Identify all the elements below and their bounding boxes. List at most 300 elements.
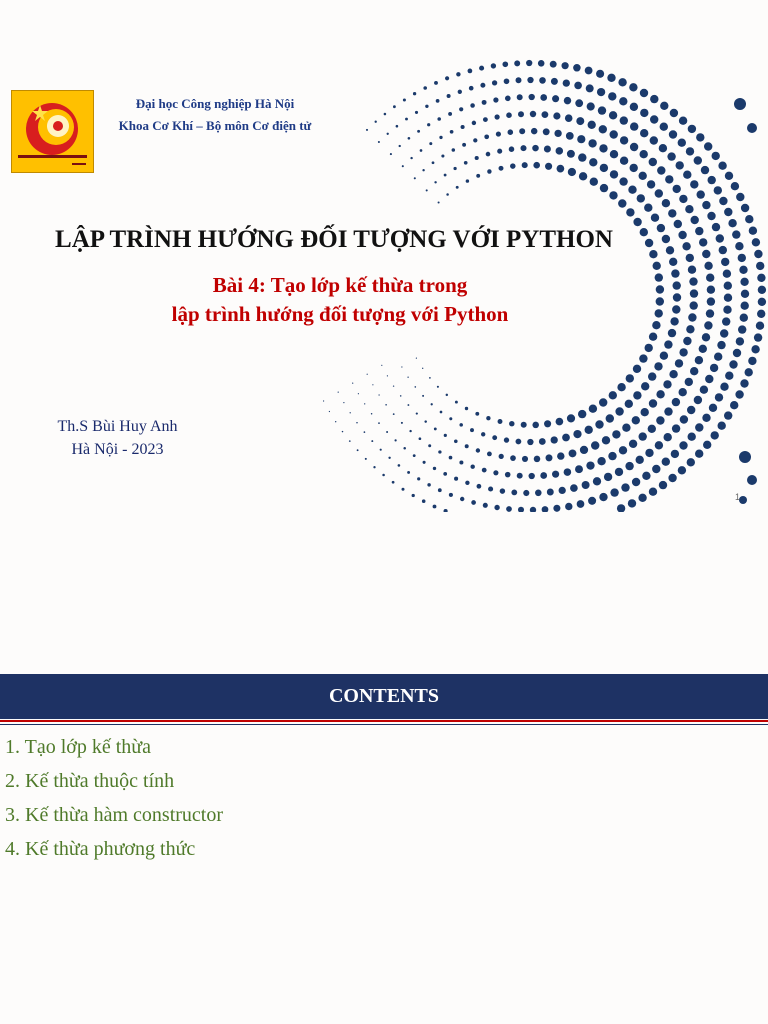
decor-dot <box>628 186 636 194</box>
divider-navy <box>0 724 768 725</box>
decor-dot <box>420 149 423 152</box>
decor-dot <box>529 94 535 100</box>
decor-dot <box>699 345 707 353</box>
decor-dot <box>491 63 496 68</box>
department-name: Khoa Cơ Khí – Bộ môn Cơ điện tử <box>118 118 312 133</box>
decor-dot <box>653 262 661 270</box>
decor-dot <box>662 458 670 466</box>
decor-dot <box>393 105 396 108</box>
decor-dot <box>758 286 766 294</box>
decor-dot <box>625 400 633 408</box>
decor-dot <box>629 83 637 91</box>
decor-dot <box>378 394 379 395</box>
decor-dot <box>493 97 498 102</box>
decor-dot <box>529 473 535 479</box>
decor-dot <box>335 421 336 422</box>
decor-dot <box>380 449 382 451</box>
decor-dot <box>557 452 564 459</box>
decor-dot <box>695 423 703 431</box>
decor-dot <box>670 109 678 117</box>
decor-dot <box>562 62 569 69</box>
decor-dot <box>401 422 403 424</box>
decor-dot <box>456 72 460 76</box>
decor-dot <box>365 458 367 460</box>
decor-dot <box>567 414 575 422</box>
decor-dot <box>465 481 469 485</box>
decor-dot <box>429 377 431 379</box>
decor-dot <box>450 130 454 134</box>
decor-dot <box>621 483 629 491</box>
decor-dot <box>739 451 751 463</box>
decor-dot <box>530 111 536 117</box>
decor-dot <box>551 78 558 85</box>
decor-dot <box>387 133 389 135</box>
decor-dot <box>633 391 641 399</box>
decor-dot <box>626 208 634 216</box>
decor-dot <box>690 301 698 309</box>
decor-dot <box>678 466 686 474</box>
decor-dot <box>683 171 691 179</box>
decor-dot <box>546 454 553 461</box>
decor-dot <box>660 102 668 110</box>
decor-dot <box>563 79 570 86</box>
decor-dot <box>427 123 430 126</box>
decor-dot <box>403 98 406 101</box>
decor-dot <box>408 137 411 140</box>
decor-dot <box>459 423 463 427</box>
decor-dot <box>448 112 452 116</box>
decor-dot <box>754 333 762 341</box>
decor-dot <box>600 164 608 172</box>
decor-dot <box>709 404 717 412</box>
decor-dot <box>531 128 537 134</box>
decor-dot <box>405 118 408 121</box>
decor-dot <box>433 467 436 470</box>
decor-dot <box>650 136 658 144</box>
decor-dot <box>350 412 351 413</box>
decor-dot <box>402 165 404 167</box>
decor-dot <box>702 201 710 209</box>
decor-dot <box>466 179 469 182</box>
decor-dot <box>436 99 440 103</box>
decor-dot <box>588 121 596 129</box>
decor-dot <box>479 66 484 71</box>
decor-dot <box>410 157 412 159</box>
decor-dot <box>494 114 499 119</box>
course-title: LẬP TRÌNH HƯỚNG ĐỐI TƯỢNG VỚI PYTHON <box>55 226 613 253</box>
decor-dot <box>747 123 757 133</box>
decor-dot <box>708 176 716 184</box>
decor-dot <box>649 399 657 407</box>
decor-dot <box>589 158 597 166</box>
decor-dot <box>714 353 722 361</box>
decor-dot <box>372 384 373 385</box>
decor-dot <box>751 345 759 353</box>
decor-dot <box>416 358 417 359</box>
decor-dot <box>663 380 671 388</box>
decor-dot <box>476 174 480 178</box>
decor-dot <box>516 77 522 83</box>
decor-dot <box>741 302 749 310</box>
decor-dot <box>559 487 566 494</box>
decor-dot <box>731 182 739 190</box>
decor-dot <box>508 129 514 135</box>
decor-dot <box>413 454 416 457</box>
decor-dot <box>582 481 590 489</box>
decor-dot <box>459 460 463 464</box>
decor-dot <box>736 337 744 345</box>
decor-dot <box>444 434 447 437</box>
decor-dot <box>719 246 727 254</box>
decor-dot <box>461 125 465 129</box>
decor-dot <box>465 444 469 448</box>
decor-dot <box>367 374 368 375</box>
decor-dot <box>649 158 657 166</box>
decor-dot <box>477 484 482 489</box>
decor-dot <box>735 242 743 250</box>
decor-dot <box>695 450 703 458</box>
decor-dot <box>416 413 418 415</box>
decor-dot <box>481 432 485 436</box>
decor-dot <box>602 436 610 444</box>
decor-dot <box>452 148 456 152</box>
decor-dot <box>678 139 686 147</box>
decor-dot <box>575 99 583 107</box>
decor-dot <box>496 132 501 137</box>
decor-dot <box>494 505 499 510</box>
decor-dot <box>679 195 687 203</box>
decor-dot <box>720 329 728 337</box>
decor-dot <box>510 163 516 169</box>
decor-dot <box>695 227 703 235</box>
decor-dot <box>686 325 694 333</box>
decor-dot <box>382 474 385 477</box>
decor-dot <box>497 149 502 154</box>
decor-dot <box>447 94 451 98</box>
decor-dot <box>690 367 698 375</box>
decor-dot <box>518 111 524 117</box>
decor-dot <box>506 506 512 512</box>
decor-dot <box>757 310 765 318</box>
decor-dot <box>500 488 505 493</box>
decor-dot <box>504 437 509 442</box>
decor-dot <box>552 471 559 478</box>
decor-dot <box>440 411 443 414</box>
decor-dot <box>645 344 653 352</box>
decor-dot <box>521 422 527 428</box>
decor-dot <box>688 313 696 321</box>
decor-dot <box>688 266 696 274</box>
decor-dot <box>575 465 583 473</box>
decor-dot <box>682 242 690 250</box>
decor-dot <box>628 499 636 507</box>
decor-dot <box>608 452 616 460</box>
decor-dot <box>393 413 395 415</box>
decor-dot <box>669 258 677 266</box>
decor-dot <box>640 150 648 158</box>
decor-dot <box>718 162 726 170</box>
decor-dot <box>717 341 725 349</box>
decor-dot <box>565 503 572 510</box>
decor-dot <box>707 286 715 294</box>
contents-item: 3. Kế thừa hàm constructor <box>5 804 223 826</box>
decor-dot <box>701 166 709 174</box>
decor-dot <box>458 90 462 94</box>
decor-dot <box>612 430 620 438</box>
decor-dot <box>632 416 640 424</box>
decor-dot <box>702 250 710 258</box>
decor-dot <box>686 254 694 262</box>
decor-dot <box>599 398 607 406</box>
decor-dot <box>509 421 514 426</box>
decor-dot <box>629 440 637 448</box>
decor-dot <box>685 378 693 386</box>
decor-dot <box>589 405 597 413</box>
decor-dot <box>599 125 607 133</box>
decor-dot <box>673 185 681 193</box>
decor-dot <box>553 112 560 119</box>
decor-dot <box>449 493 453 497</box>
decor-dot <box>691 216 699 224</box>
decor-dot <box>446 193 449 196</box>
decor-dot <box>486 416 490 420</box>
decor-dot <box>679 348 687 356</box>
decor-dot <box>678 231 686 239</box>
decor-dot <box>659 144 667 152</box>
decor-dot <box>730 401 738 409</box>
decor-dot <box>745 215 753 223</box>
decor-dot <box>428 444 431 447</box>
decor-dot <box>740 379 748 387</box>
decor-dot <box>659 481 667 489</box>
university-logo <box>11 90 94 173</box>
decor-dot <box>645 449 653 457</box>
decor-dot <box>523 490 529 496</box>
decor-dot <box>532 145 539 152</box>
decor-dot <box>427 483 430 486</box>
decor-dot <box>734 98 746 110</box>
decor-dot <box>554 130 561 137</box>
decor-dot <box>754 250 762 258</box>
decor-dot <box>414 386 416 388</box>
decor-dot <box>556 147 564 155</box>
decor-dot <box>639 432 647 440</box>
decor-dot <box>544 420 551 427</box>
decor-dot <box>493 470 498 475</box>
decor-dot <box>401 488 404 491</box>
decor-dot <box>459 107 463 111</box>
decor-dot <box>640 109 648 117</box>
decor-dot <box>648 425 656 433</box>
decor-dot <box>636 456 644 464</box>
decor-dot <box>455 401 458 404</box>
decor-dot <box>527 439 533 445</box>
decor-dot <box>482 100 487 105</box>
decor-dot <box>660 352 668 360</box>
decor-dot <box>687 406 695 414</box>
decor-dot <box>471 500 476 505</box>
decor-dot <box>412 494 415 497</box>
decor-dot <box>506 112 512 118</box>
decor-dot <box>715 393 723 401</box>
decor-dot <box>356 422 357 423</box>
decor-dot <box>664 433 672 441</box>
decor-dot <box>735 390 743 398</box>
decor-dot <box>392 481 395 484</box>
decor-dot <box>578 410 586 418</box>
place-year: Hà Nội - 2023 <box>71 441 164 458</box>
decor-dot <box>586 461 594 469</box>
decor-dot <box>674 220 682 228</box>
decor-dot <box>620 136 628 144</box>
decor-dot <box>639 354 647 362</box>
decor-dot <box>665 175 673 183</box>
decor-dot <box>707 212 715 220</box>
decor-dot <box>609 191 617 199</box>
decor-dot <box>562 434 570 442</box>
decor-dot <box>609 391 617 399</box>
contents-item: 2. Kế thừa thuộc tính <box>5 770 175 792</box>
decor-dot <box>724 282 732 290</box>
decor-dot <box>578 153 586 161</box>
decor-dot <box>704 321 712 329</box>
decor-dot <box>429 142 432 145</box>
decor-dot <box>619 97 627 105</box>
decor-dot <box>729 360 737 368</box>
decor-dot <box>358 393 359 394</box>
decor-dot <box>622 424 630 432</box>
decor-dot <box>417 477 420 480</box>
decor-dot <box>664 340 672 348</box>
decor-dot <box>515 439 521 445</box>
decor-dot <box>545 163 552 170</box>
decor-dot <box>725 172 733 180</box>
decor-dot <box>721 258 729 266</box>
decor-dot <box>683 337 691 345</box>
decor-dot <box>756 322 764 330</box>
decor-dot <box>409 430 411 432</box>
decor-dot <box>438 450 441 453</box>
decor-dot <box>609 111 617 119</box>
decor-dot <box>441 154 444 157</box>
decor-dot <box>632 478 640 486</box>
decor-dot <box>444 174 447 177</box>
decor-dot <box>514 60 520 66</box>
decor-dot <box>499 166 504 171</box>
decor-dot <box>544 145 551 152</box>
decor-dot <box>756 262 764 270</box>
decor-dot <box>644 204 652 212</box>
decor-dot <box>660 123 668 131</box>
decor-dot <box>650 115 658 123</box>
decor-dot <box>630 143 638 151</box>
decor-dot <box>532 422 539 429</box>
decor-dot <box>599 144 607 152</box>
decor-dot <box>689 277 697 285</box>
contents-header-bar <box>0 674 768 719</box>
decor-dot <box>540 94 547 101</box>
contents-item: 1. Tạo lớp kế thừa <box>5 736 152 758</box>
decor-dot <box>630 164 638 172</box>
decor-dot <box>641 382 649 390</box>
decor-dot <box>522 162 528 168</box>
decor-dot <box>454 440 458 444</box>
decor-dot <box>454 477 458 481</box>
decor-dot <box>375 121 377 123</box>
decor-dot <box>488 486 493 491</box>
decor-dot <box>676 161 684 169</box>
decor-dot <box>747 475 757 485</box>
decor-dot <box>475 156 479 160</box>
decor-dot <box>509 146 515 152</box>
decor-dot <box>487 169 491 173</box>
decor-dot <box>510 455 516 461</box>
decor-dot <box>694 156 702 164</box>
decor-dot <box>706 274 714 282</box>
decor-dot <box>472 121 476 125</box>
decor-dot <box>637 194 645 202</box>
decor-dot <box>517 94 523 100</box>
decor-dot <box>576 117 584 125</box>
decor-dot <box>469 86 474 91</box>
lesson-title-line-1: Bài 4: Tạo lớp kế thừa trong <box>212 273 468 297</box>
decor-dot <box>453 167 456 170</box>
decor-dot <box>526 60 532 66</box>
decor-dot <box>704 142 712 150</box>
decor-dot <box>577 135 585 143</box>
decor-dot <box>745 368 753 376</box>
decor-dot <box>654 362 662 370</box>
decor-dot <box>371 413 373 415</box>
decor-dot <box>393 385 394 386</box>
decor-dot <box>672 398 680 406</box>
decor-dot <box>668 474 676 482</box>
decor-dot <box>687 458 695 466</box>
decor-dot <box>422 169 424 171</box>
decor-dot <box>539 438 546 445</box>
decor-dot <box>519 128 525 134</box>
decor-dot <box>417 130 420 133</box>
decor-dot <box>685 205 693 213</box>
decor-dot <box>741 290 749 298</box>
decor-dot <box>705 375 713 383</box>
decor-dot <box>527 77 533 83</box>
decor-dot <box>758 298 766 306</box>
decor-dot <box>633 218 641 226</box>
decor-dot <box>642 472 650 480</box>
decor-dot <box>456 186 459 189</box>
decor-dot <box>722 317 730 325</box>
decor-dot <box>595 420 603 428</box>
decor-dot <box>483 503 488 508</box>
decor-dot <box>640 129 648 137</box>
decor-dot <box>387 375 388 376</box>
decor-dot <box>748 357 756 365</box>
decor-dot <box>564 468 572 476</box>
decor-dot <box>419 437 422 440</box>
contents-heading: CONTENTS <box>328 685 440 707</box>
decor-dot <box>656 416 664 424</box>
decor-dot <box>482 468 487 473</box>
decor-dot <box>533 162 540 169</box>
decor-dot <box>672 424 680 432</box>
decor-dot <box>415 111 418 114</box>
decor-dot <box>668 329 676 337</box>
decor-dot <box>739 266 747 274</box>
decor-dot <box>724 294 732 302</box>
decor-dot <box>619 177 627 185</box>
decor-dot <box>433 505 437 509</box>
